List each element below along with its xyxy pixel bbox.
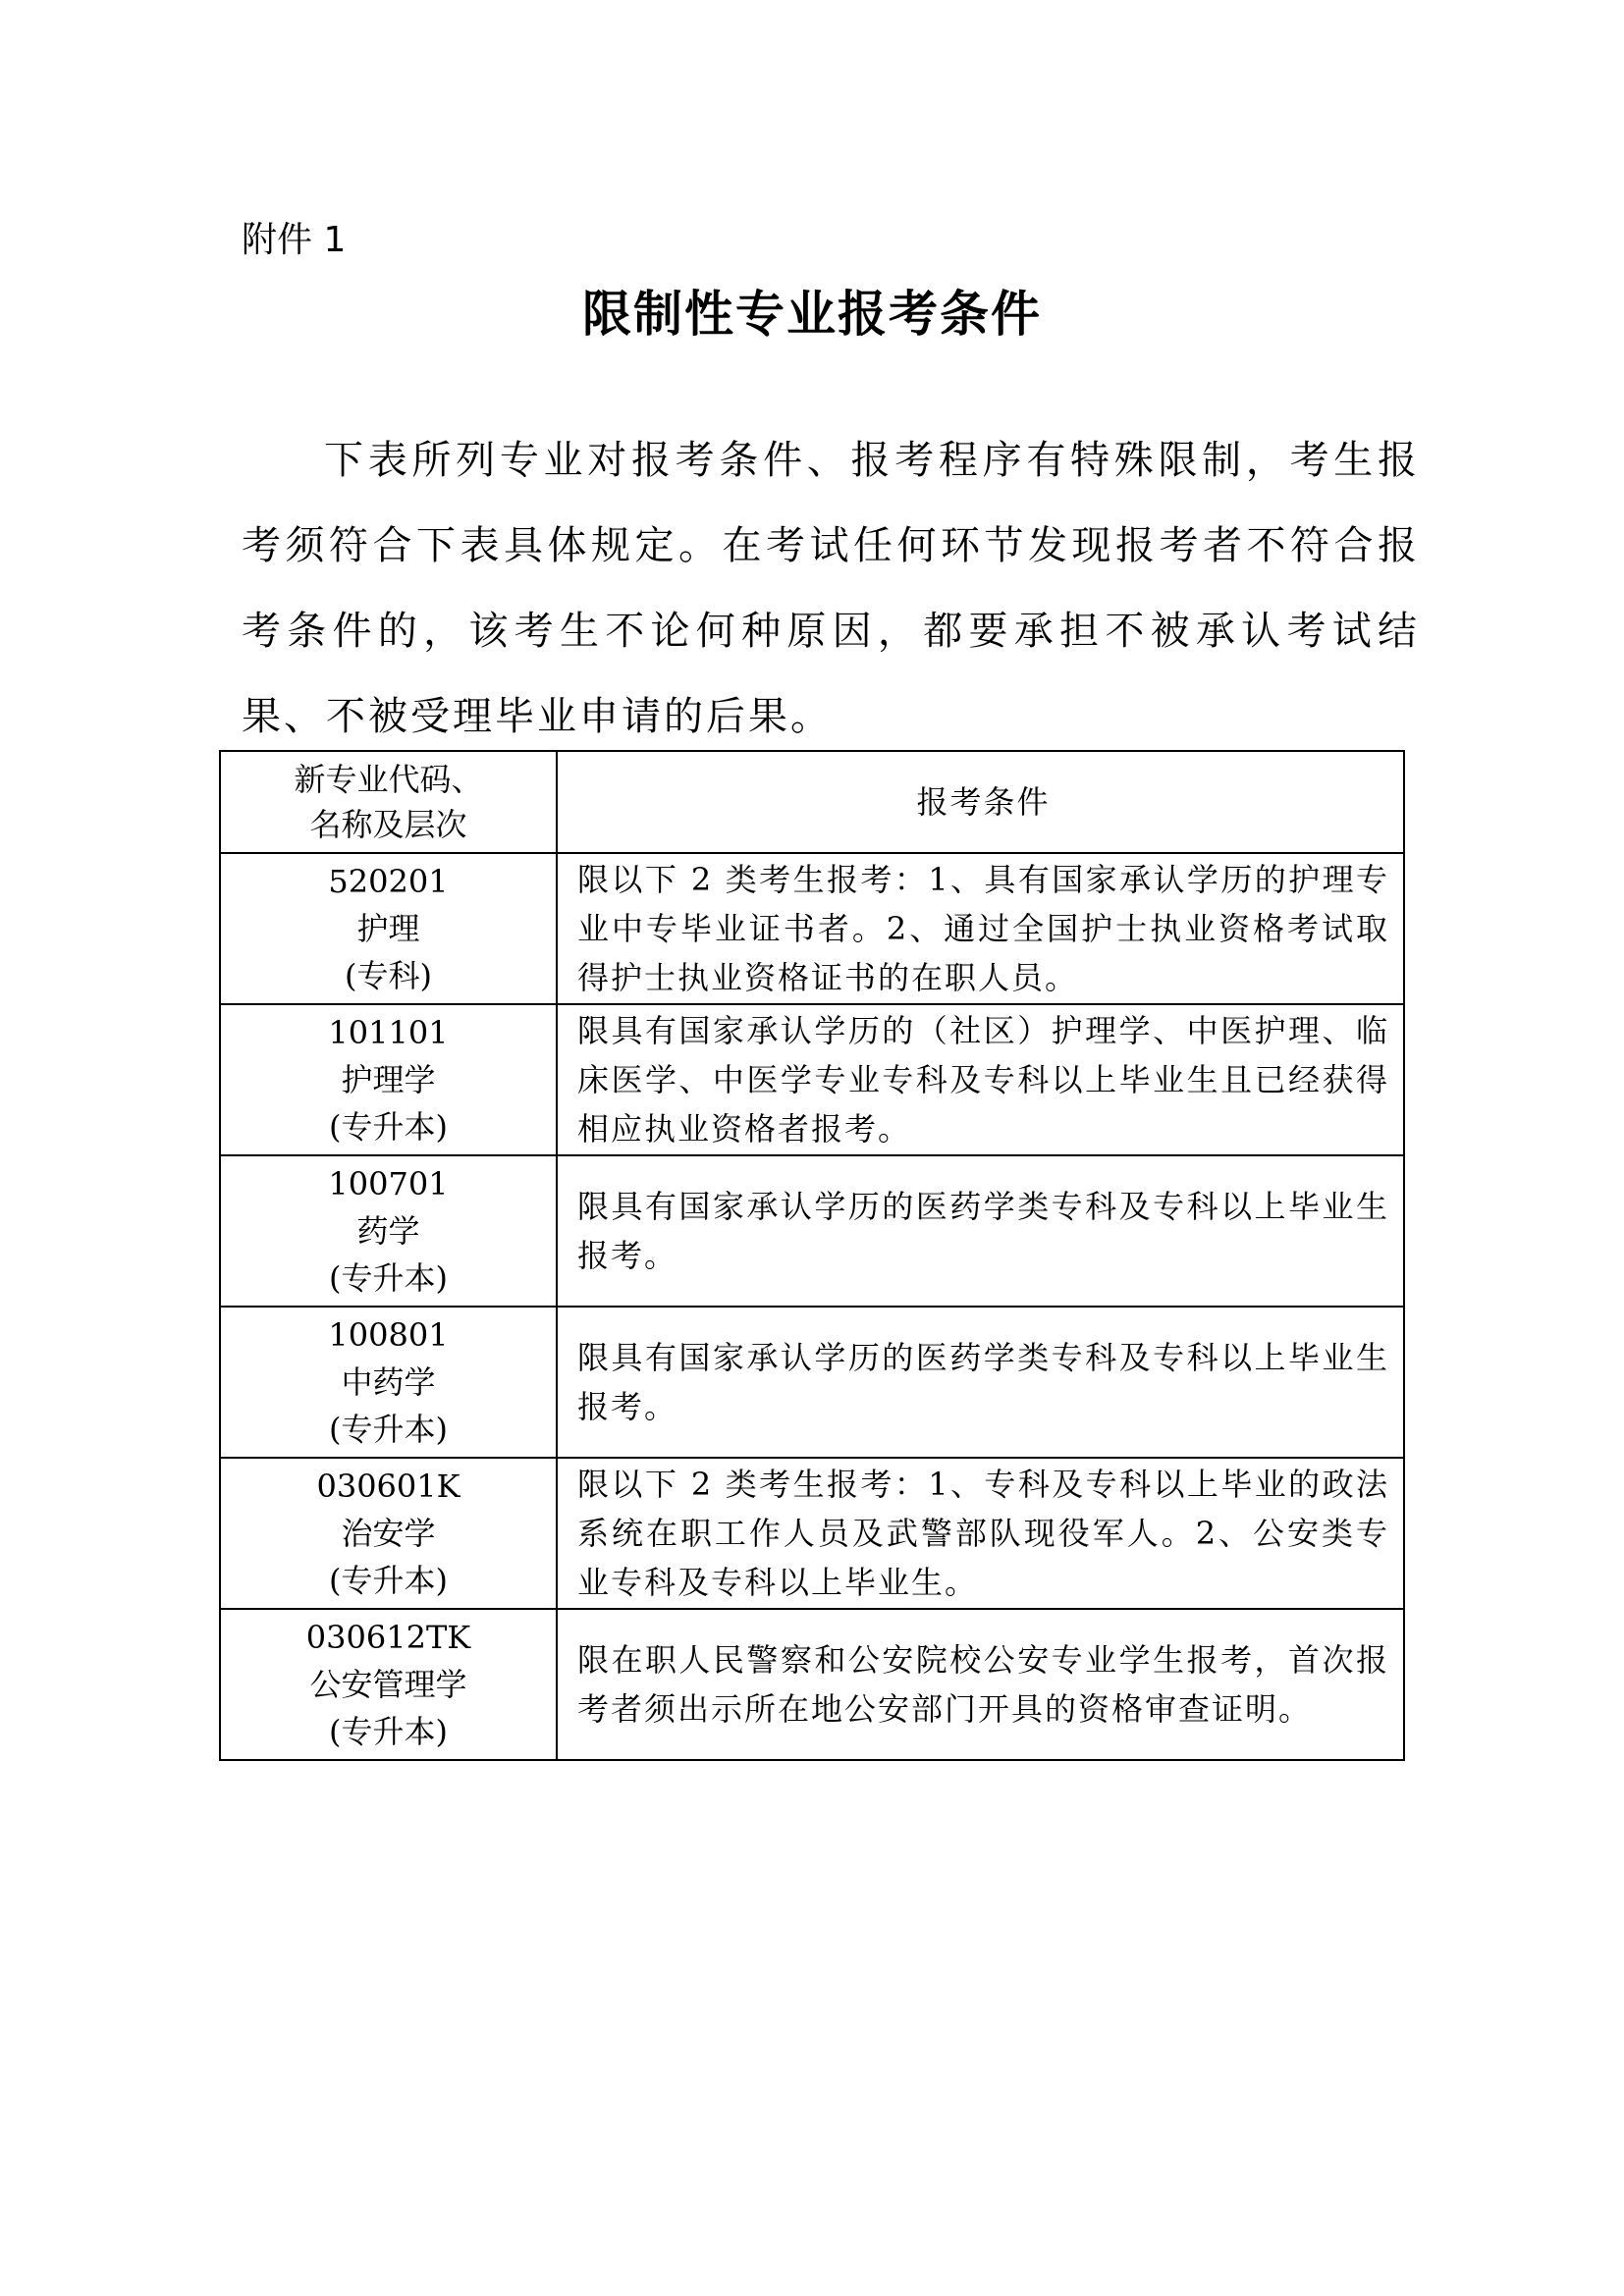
major-name: 药学 (356, 1212, 420, 1250)
major-cell (220, 1155, 557, 1307)
major-level: (专升本) (329, 1411, 448, 1448)
major-level: (专科) (345, 957, 432, 994)
major-level: (专升本) (329, 1108, 448, 1146)
major-cell (220, 1609, 557, 1760)
conditions-table (219, 750, 1405, 1761)
header-major-cell (220, 751, 557, 853)
header-requirement-cell: 报考条件 (557, 751, 1404, 853)
table-row (220, 1609, 1404, 1760)
requirement-cell: 限具有国家承认学历的（社区）护理学、中医护理、临床医学、中医学专业专科及专科以上毕业生且已经获得相应执业资格者报考。 (557, 1004, 1404, 1155)
requirement-cell: 限以下 2 类考生报考：1、具有国家承认学历的护理专业中专毕业证书者。2、通过全国护士执业资格考试取得护士执业资格证书的在职人员。 (557, 853, 1404, 1004)
major-code: 030601K (316, 1468, 460, 1505)
major-name: 护理 (356, 910, 420, 947)
major-name: 公安管理学 (309, 1666, 467, 1703)
major-name: 护理学 (341, 1061, 436, 1098)
requirement-cell: 限具有国家承认学历的医药学类专科及专科以上毕业生报考。 (557, 1155, 1404, 1307)
major-code: 520201 (328, 863, 449, 900)
major-code: 101101 (328, 1014, 449, 1051)
major-name: 治安学 (341, 1515, 436, 1552)
major-name: 中药学 (341, 1363, 436, 1401)
major-code: 100701 (328, 1165, 449, 1202)
header-major-line1: 新专业代码、 (294, 761, 483, 798)
major-cell (220, 853, 557, 1004)
major-level: (专升本) (329, 1259, 448, 1297)
major-cell (220, 1458, 557, 1609)
attachment-label: 附件 1 (242, 220, 347, 260)
major-code: 100801 (328, 1316, 449, 1354)
intro-paragraph: 下表所列专业对报考条件、报考程序有特殊限制，考生报考须符合下表具体规定。在考试任何环节发现报考者不符合报考条件的，该考生不论何种原因，都要承担不被承认考试结果、不被受理毕业申请的后果。 (242, 438, 1420, 739)
header-major-line2: 名称及层次 (309, 806, 467, 843)
table-row (220, 1155, 1404, 1307)
major-level: (专升本) (329, 1562, 448, 1599)
requirement-cell: 限具有国家承认学历的医药学类专科及专科以上毕业生报考。 (557, 1307, 1404, 1458)
table-header-row (220, 751, 1404, 853)
major-cell (220, 1307, 557, 1458)
table-row (220, 1458, 1404, 1609)
major-cell (220, 1004, 557, 1155)
requirement-cell: 限以下 2 类考生报考：1、专科及专科以上毕业的政法系统在职工作人员及武警部队现役军人。2、公安类专业专科及专科以上毕业生。 (557, 1458, 1404, 1609)
table-row (220, 853, 1404, 1004)
requirement-cell: 限在职人民警察和公安院校公安专业学生报考，首次报考者须出示所在地公安部门开具的资格审查证明。 (557, 1609, 1404, 1760)
table-row (220, 1307, 1404, 1458)
table-row (220, 1004, 1404, 1155)
major-level: (专升本) (329, 1713, 448, 1750)
page-title: 限制性专业报考条件 (582, 286, 1042, 343)
major-code: 030612TK (305, 1619, 471, 1656)
